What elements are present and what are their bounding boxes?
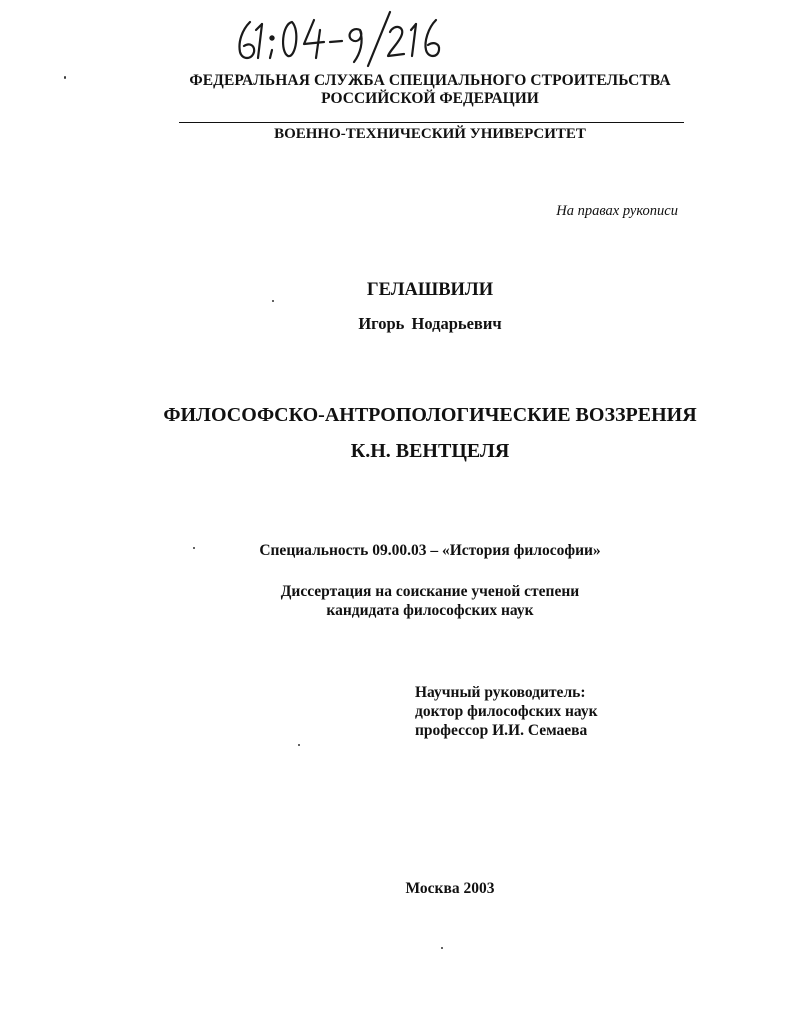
advisor-name: профессор И.И. Семаева (415, 722, 588, 739)
author-given-name: Игорь Нодарьевич (358, 314, 502, 333)
scan-speck (64, 76, 66, 79)
manuscript-rights-note: На правах рукописи (556, 203, 678, 219)
agency-name-line-2: РОССИЙСКОЙ ФЕДЕРАЦИИ (321, 90, 539, 107)
scan-speck (441, 947, 443, 949)
handwritten-archive-code (228, 8, 468, 68)
degree-line-1: Диссертация на соискание ученой степени (280, 583, 580, 600)
degree-line-2: кандидата философских наук (326, 602, 534, 619)
scan-speck (272, 300, 274, 302)
university-name: ВОЕННО-ТЕХНИЧЕСКИЙ УНИВЕРСИТЕТ (274, 126, 586, 142)
dissertation-title-line-1: ФИЛОСОФСКО-АНТРОПОЛОГИЧЕСКИЕ ВОЗЗРЕНИЯ (163, 404, 697, 426)
agency-name-line-1: ФЕДЕРАЛЬНАЯ СЛУЖБА СПЕЦИАЛЬНОГО СТРОИТЕЛЬСТВА (189, 72, 671, 89)
dissertation-title-line-2: К.Н. ВЕНТЦЕЛЯ (350, 440, 510, 462)
author-surname: ГЕЛАШВИЛИ (366, 280, 494, 300)
scan-speck (298, 744, 300, 746)
advisor-degree: доктор философских наук (415, 703, 598, 720)
place-and-year: Москва 2003 (405, 880, 495, 897)
advisor-heading: Научный руководитель: (415, 684, 586, 701)
scan-speck (193, 547, 195, 549)
specialty-line: Специальность 09.00.03 – «История философии» (259, 542, 601, 559)
header-divider (179, 122, 684, 123)
